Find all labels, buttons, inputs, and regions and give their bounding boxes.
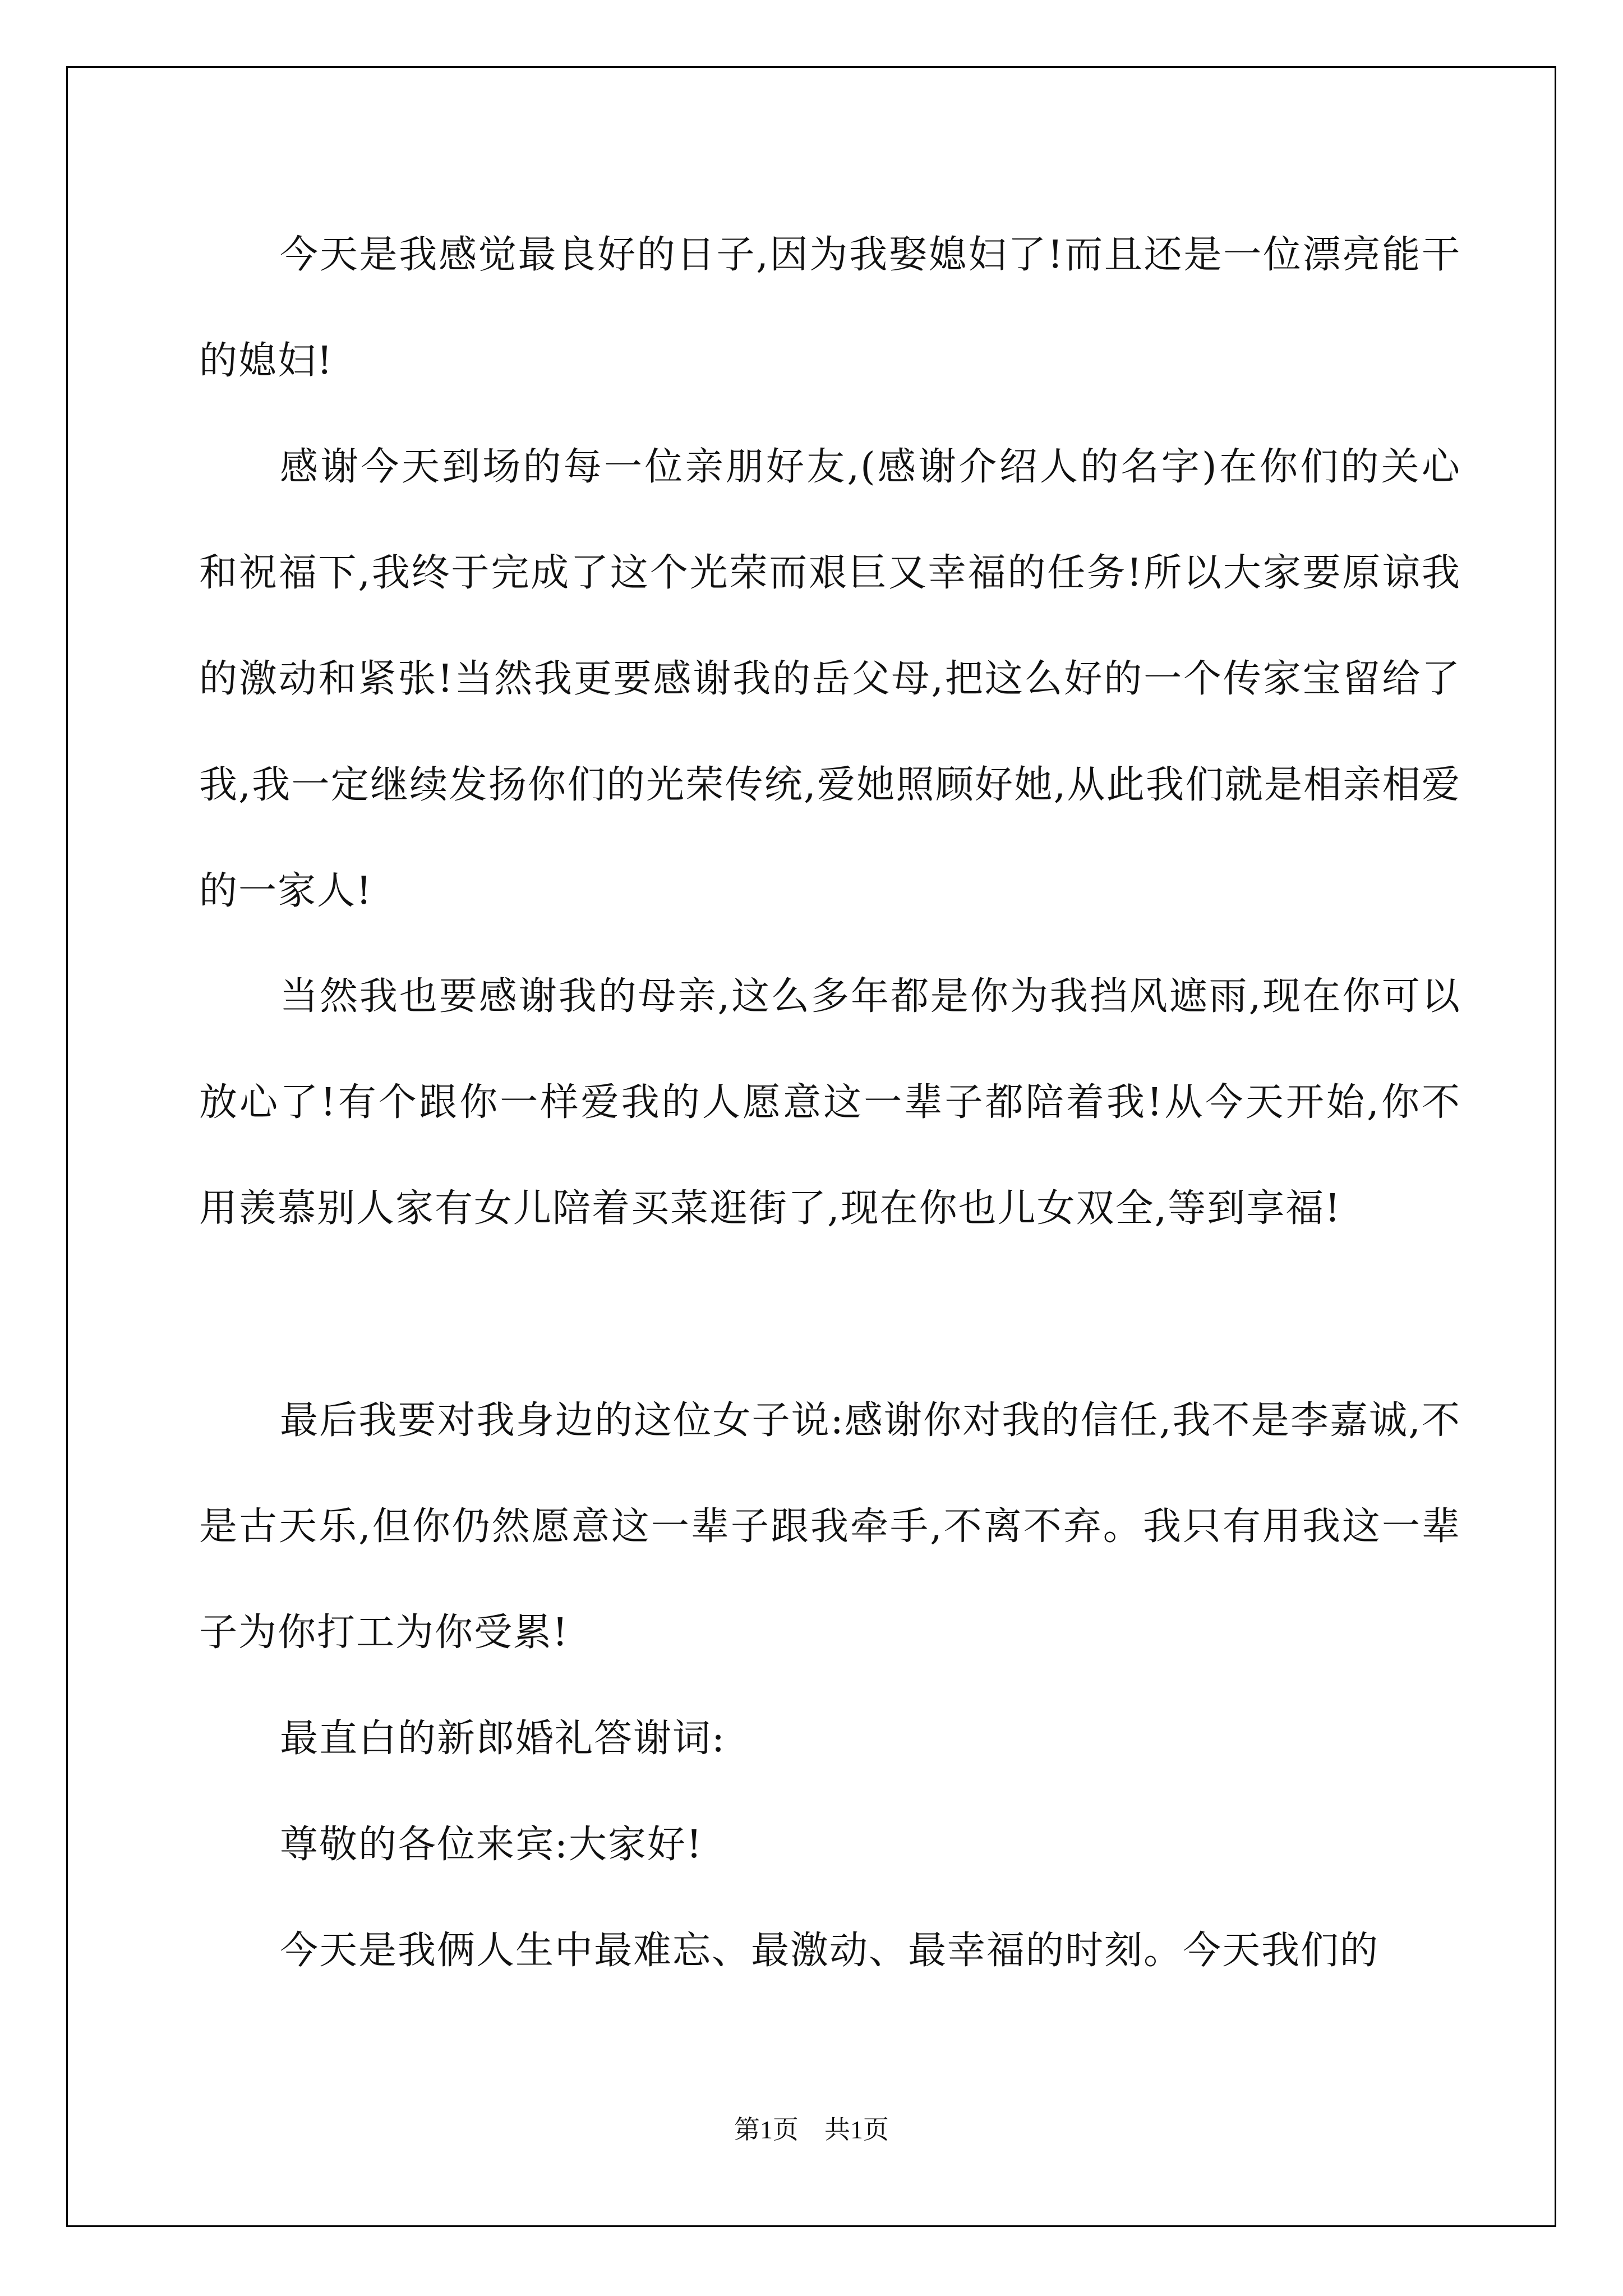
paragraph-1: 今天是我感觉最良好的日子,因为我娶媳妇了!而且还是一位漂亮能干的媳妇! (199, 233, 1461, 383)
page-number-footer: 第1页 共1页 (734, 2115, 889, 2144)
paragraph-3: 当然我也要感谢我的母亲,这么多年都是你为我挡风遮雨,现在你可以放心了!有个跟你一样爱我的人愿意这一辈子都陪着我!从今天开始,你不用羡慕别人家有女儿陪着买菜逛街了,现在你也儿女双全,等到享福! (199, 974, 1461, 1231)
paragraph-6: 尊敬的各位来宾:大家好! (280, 1823, 703, 1867)
paragraph-5: 最直白的新郎婚礼答谢词: (280, 1717, 726, 1761)
paragraph-2: 感谢今天到场的每一位亲朋好友,(感谢介绍人的名字)在你们的关心和祝福下,我终于完成了这个光荣而艰巨又幸福的任务!所以大家要原谅我的激动和紧张!当然我更要感谢我的岳父母,把这么好的一个传家宝留给了我,我一定继续发扬你们的光荣传统,爱她照顾好她,从此我们就是相亲相爱的一家人! (199, 445, 1461, 913)
paragraph-4: 最后我要对我身边的这位女子说:感谢你对我的信任,我不是李嘉诚,不是古天乐,但你仍然愿意这一辈子跟我牵手,不离不弃。我只有用我这一辈子为你打工为你受累! (199, 1398, 1461, 1655)
paragraph-7: 今天是我俩人生中最难忘、最激动、最幸福的时刻。今天我们的 (280, 1929, 1380, 1973)
